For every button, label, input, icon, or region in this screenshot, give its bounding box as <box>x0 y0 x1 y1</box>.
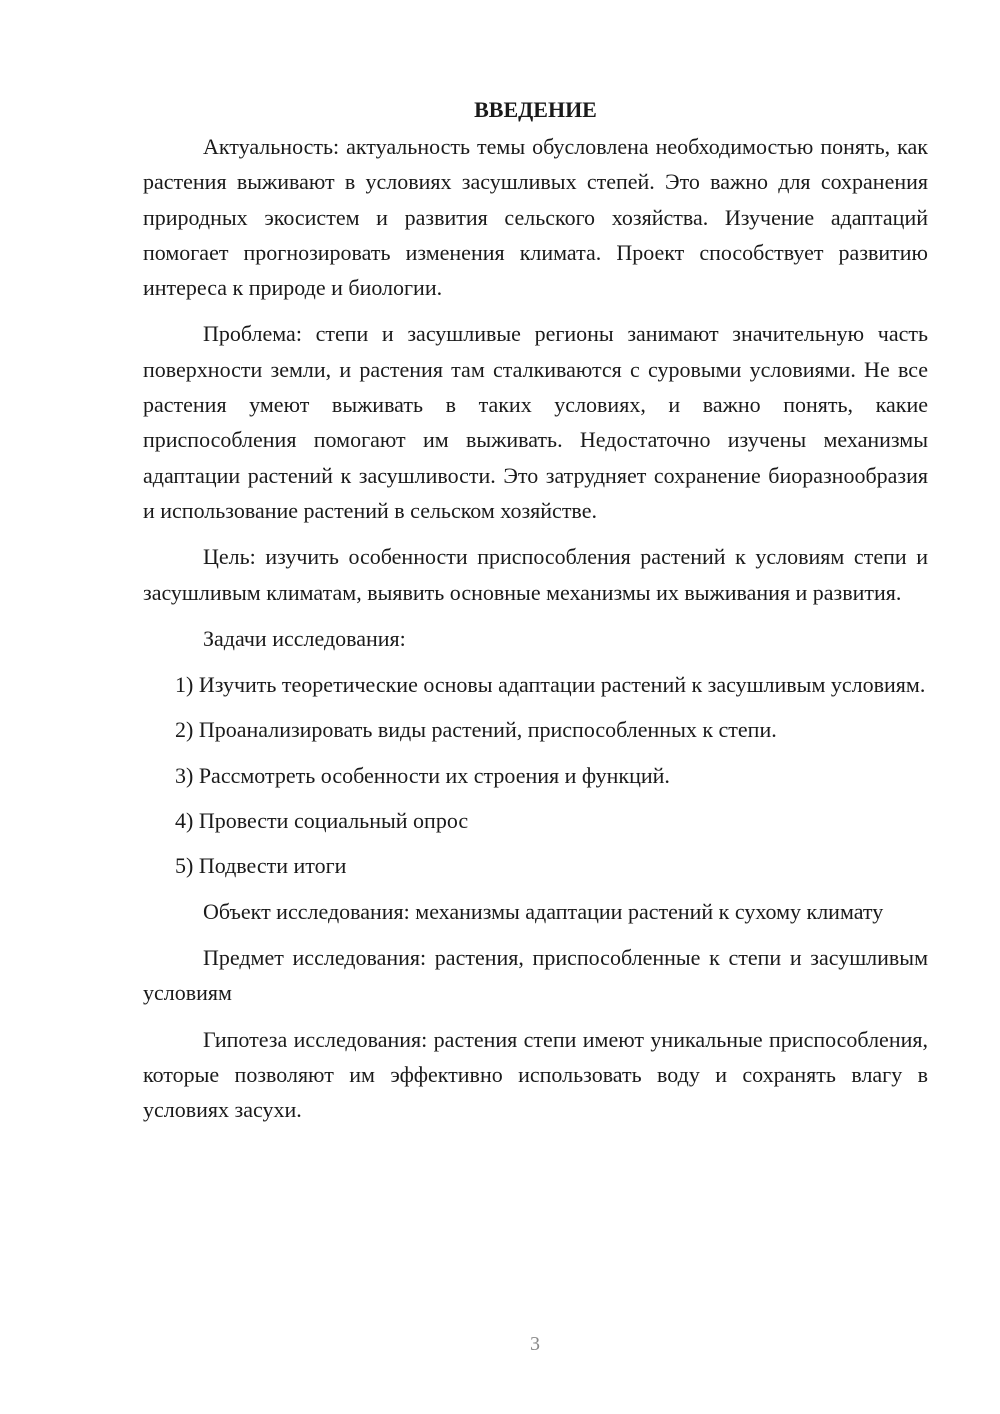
goal-paragraph: Цель: изучить особенности приспособления растений к условиям степи и засушливым климатам, выявить основные механизмы их выживания и развития. <box>143 544 928 605</box>
document-page <box>143 92 928 1138</box>
task-item-4: 4) Провести социальный опрос <box>175 808 469 834</box>
subject-paragraph: Предмет исследования: растения, приспособленные к степи и засушливым условиям <box>143 944 928 1006</box>
page-title: ВВЕДЕНИЕ <box>474 97 597 122</box>
task-item-2: 2) Проанализировать виды растений, приспособленных к степи. <box>175 717 777 743</box>
task-item-5: 5) Подвести итоги <box>175 853 347 879</box>
page-number: 3 <box>530 1333 540 1355</box>
task-item-3: 3) Рассмотреть особенности их строения и функций. <box>175 762 670 788</box>
task-item-1: 1) Изучить теоретические основы адаптации растений к засушливым условиям. <box>175 672 926 698</box>
tasks-heading: Задачи исследования: <box>203 625 406 651</box>
object-paragraph: Объект исследования: механизмы адаптации растений к сухому климату <box>203 898 884 924</box>
relevance-paragraph: Актуальность: актуальность темы обусловлена необходимостью понять, как растения выживают в условиях засушливых степей. Это важно для сохранения природных экосистем и развития сельского хозяйства. Изучение адаптаций помогает прогнозировать изменения климата. Проект способствует развитию интереса к природе и биологии. <box>143 134 928 301</box>
problem-paragraph: Проблема: степи и засушливые регионы занимают значительную часть поверхности земли, и растения там сталкиваются с суровыми условиями. Не все растения умеют выживать в таких условиях, и важно понять, какие приспособления помогают им выживать. Недостаточно изучены механизмы адаптации растений к засушливости. Это затрудняет сохранение биоразнообразия и использование растений в сельском хозяйстве. <box>143 321 928 523</box>
hypothesis-paragraph: Гипотеза исследования: растения степи имеют уникальные приспособления, которые позволяют им эффективно использовать воду и сохранять влагу в условиях засухи. <box>143 1026 928 1123</box>
